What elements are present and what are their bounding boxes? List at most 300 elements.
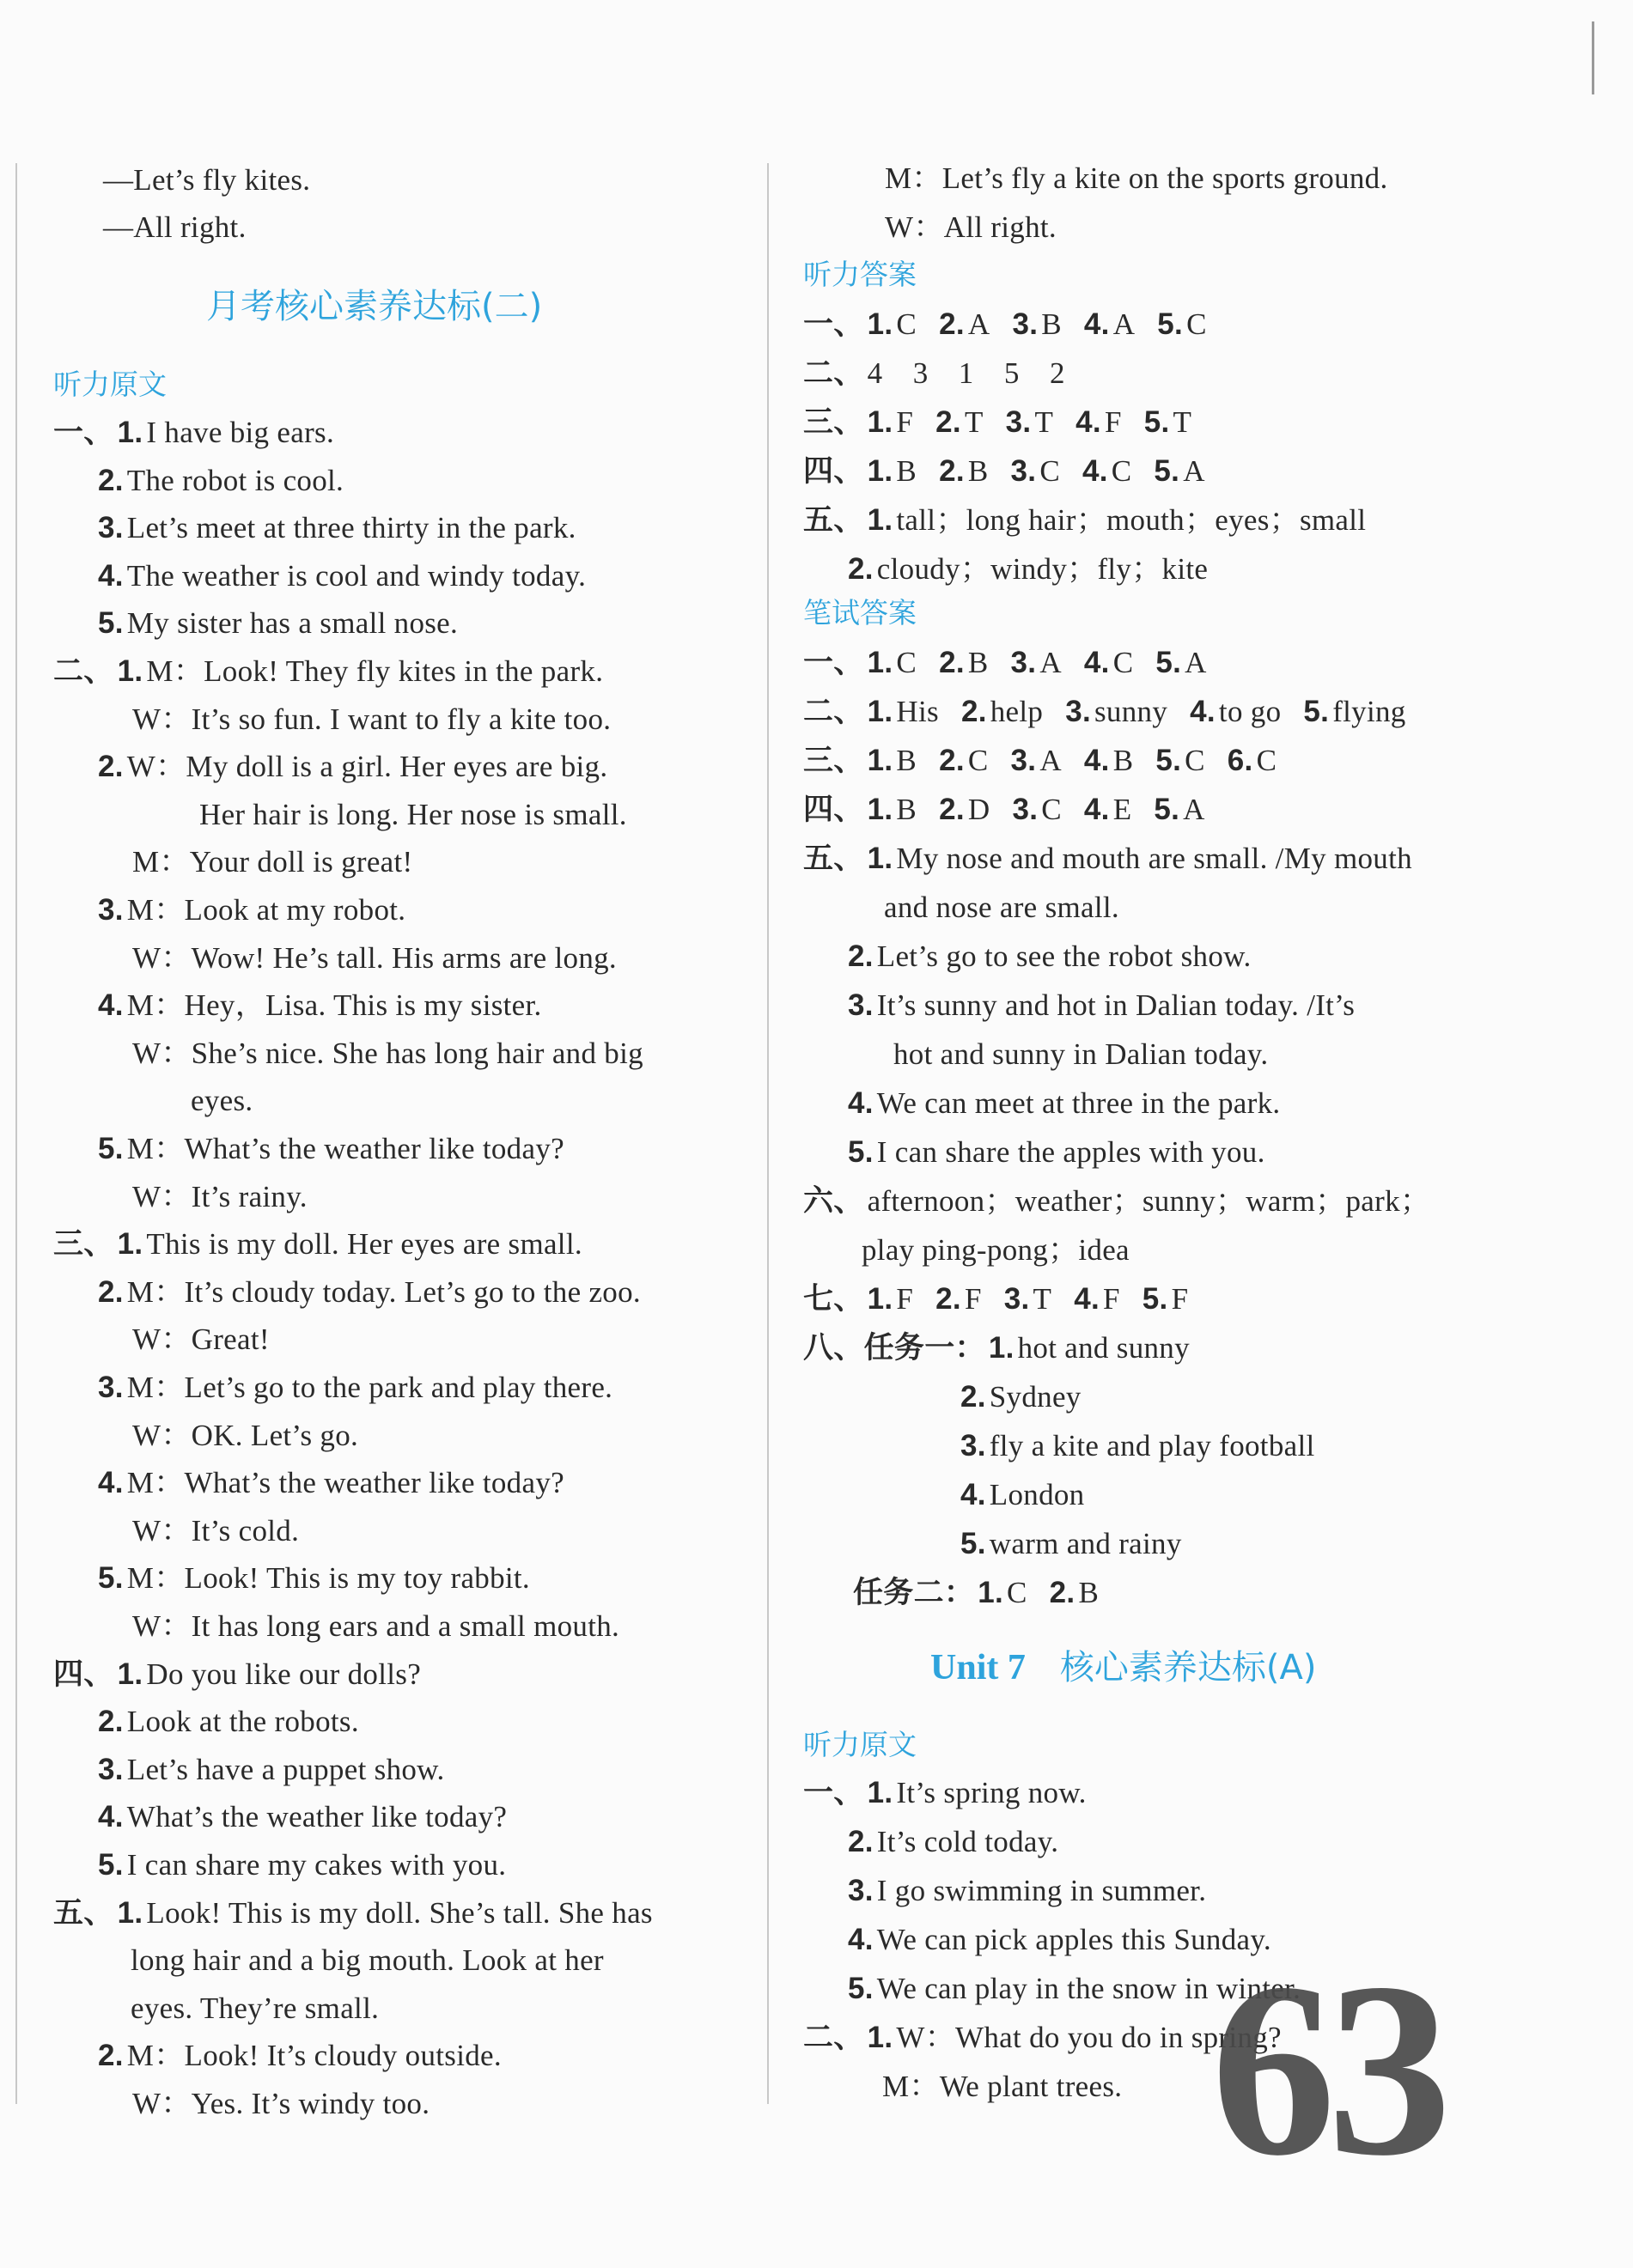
question-part-label: 四、 — [803, 793, 864, 826]
question-part-label: 五、 — [803, 503, 864, 537]
text-line — [98, 982, 542, 1030]
answer-item — [868, 695, 939, 728]
text-line — [98, 2032, 502, 2080]
item-number: 2. — [98, 1274, 124, 1309]
answer-number: 3. — [1003, 1282, 1030, 1316]
line-text: W：Great! — [132, 1322, 270, 1357]
answer-value: D — [967, 793, 990, 826]
answer-number: 4. — [1083, 307, 1110, 341]
answer-line — [803, 835, 1412, 883]
question-part-label: 三、 — [53, 1227, 114, 1262]
answer-value: T — [964, 405, 984, 439]
item-number: 4. — [960, 1478, 986, 1511]
answer-item — [1011, 646, 1062, 679]
item-number: 4. — [848, 1086, 874, 1120]
line-text: Sydney — [989, 1380, 1082, 1414]
question-part-label: 一、 — [803, 1776, 864, 1809]
answer-value: B — [967, 454, 989, 488]
answer-number: 4. — [1083, 646, 1110, 679]
question-part-label: 二、 — [803, 2021, 864, 2054]
text-line — [98, 457, 344, 505]
item-number: 1. — [867, 503, 893, 537]
answer-value: T — [1033, 1282, 1052, 1316]
answer-value: A — [1112, 307, 1136, 341]
text-line — [98, 1793, 507, 1841]
item-number: 4. — [98, 558, 124, 593]
item-number: 2. — [98, 2039, 124, 2073]
answer-item — [935, 1282, 982, 1316]
line-text: play ping-pong；idea — [862, 1233, 1130, 1267]
answer-line — [893, 1031, 1268, 1079]
line-text: W：My doll is a girl. Her eyes are big. — [126, 750, 608, 784]
answer-item — [939, 793, 990, 826]
text-line — [199, 791, 627, 839]
answer-value: C — [1186, 307, 1207, 341]
item-number: 3. — [848, 1874, 874, 1907]
line-text: It’s sunny and hot in Dalian today. /It’s — [876, 988, 1356, 1022]
answer-number: 2. — [1049, 1576, 1075, 1609]
answer-number: 2. — [939, 744, 965, 777]
answer-item — [1084, 793, 1131, 826]
question-part-label: 二、 — [803, 356, 864, 390]
answer-line — [803, 1177, 1430, 1225]
answer-number: 2. — [939, 307, 965, 341]
question-part-label: 三、 — [803, 744, 864, 777]
line-text: M：Hey，Lisa. This is my sister. — [126, 988, 542, 1023]
line-text: The robot is cool. — [126, 463, 344, 497]
answer-item — [868, 1282, 914, 1316]
answer-number: 2. — [935, 405, 961, 439]
text-line — [98, 1746, 445, 1794]
answer-value: T — [1173, 405, 1192, 439]
line-text: Her hair is long. Her nose is small. — [199, 797, 627, 831]
text-line — [98, 743, 607, 791]
answer-line — [848, 933, 1252, 981]
line-text: fly a kite and play football — [989, 1429, 1315, 1462]
line-text: London — [989, 1478, 1085, 1511]
answer-number: 1. — [867, 744, 893, 777]
answer-line — [848, 982, 1355, 1030]
line-text: M：Look at my robot. — [126, 893, 406, 927]
answer-value: C — [1039, 454, 1060, 488]
answer-number: 5. — [1142, 1282, 1168, 1316]
question-part-label: 一、 — [803, 646, 864, 679]
item-number: 1. — [117, 1657, 143, 1691]
item-number: 5. — [98, 606, 124, 641]
answer-value: help — [990, 695, 1044, 728]
answer-item — [1050, 1576, 1099, 1609]
line-text: This is my doll. Her eyes are small. — [146, 1227, 582, 1262]
text-line — [98, 599, 458, 648]
answer-value: C — [1111, 454, 1132, 488]
text-line — [132, 1316, 270, 1364]
answer-value: C — [1041, 793, 1062, 826]
answer-value: C — [1185, 744, 1205, 777]
line-text: M：What’s the weather like today? — [126, 1466, 564, 1500]
question-part-label: 二、 — [803, 695, 864, 728]
answer-number: 5. — [1154, 793, 1180, 826]
question-part-label: 五、 — [53, 1895, 114, 1930]
answer-value: C — [1007, 1576, 1027, 1609]
answer-value: B — [967, 646, 989, 679]
answer-line — [848, 1079, 1280, 1128]
answer-line — [803, 737, 1277, 785]
answer-number: 3. — [1012, 307, 1039, 341]
answer-line — [803, 350, 1065, 398]
answer-item — [1084, 646, 1133, 679]
line-text: It’s cold today. — [876, 1825, 1059, 1858]
answer-line — [803, 447, 1205, 496]
line-text: W：Yes. It’s windy too. — [132, 2087, 430, 2120]
answer-number: 4. — [1074, 1282, 1100, 1316]
answer-line — [803, 496, 1366, 544]
answer-item — [868, 454, 917, 488]
answer-item — [1011, 744, 1062, 777]
text-line — [882, 2063, 1122, 2111]
page-number: 63 — [1211, 1931, 1443, 2207]
item-number: 3. — [960, 1429, 986, 1462]
text-line — [53, 648, 603, 696]
answer-value: B — [1078, 1576, 1100, 1609]
line-text: My nose and mouth are small. /My mouth — [896, 842, 1412, 875]
answer-item — [1154, 793, 1204, 826]
dialogue-line: M：Let’s fly a kite on the sports ground. — [885, 161, 1388, 195]
text-line — [848, 1818, 1058, 1866]
answer-value: A — [1185, 646, 1207, 679]
text-line — [132, 1602, 619, 1651]
answer-number: 5. — [1143, 405, 1170, 439]
text-line — [132, 838, 413, 886]
line-text: M：Look! It’s cloudy outside. — [126, 2039, 502, 2073]
answer-number: 1. — [867, 793, 893, 826]
answer-value: B — [896, 793, 917, 826]
item-number: 5. — [98, 1848, 124, 1882]
answer-item — [868, 307, 917, 341]
line-text: eyes. — [191, 1084, 253, 1118]
line-text: I have big ears. — [146, 416, 334, 449]
line-text: warm and rainy — [989, 1527, 1182, 1560]
question-part-label: 任务二： — [853, 1576, 975, 1609]
text-line — [131, 1985, 379, 2033]
line-text: What’s the weather like today? — [126, 1800, 508, 1834]
item-number: 1. — [867, 2021, 893, 2054]
answer-line — [862, 1226, 1130, 1274]
answer-line — [848, 1128, 1265, 1177]
answer-item — [1154, 454, 1204, 488]
line-text: It’s spring now. — [896, 1776, 1087, 1809]
text-line — [98, 1125, 564, 1173]
answer-number: 2. — [960, 695, 987, 728]
text-line — [132, 1173, 308, 1221]
line-text: W：OK. Let’s go. — [132, 1418, 359, 1452]
line-text: cloudy；windy；fly；kite — [876, 552, 1209, 586]
text-line — [132, 1507, 299, 1555]
text-line — [98, 504, 576, 552]
answer-item — [1065, 695, 1167, 728]
answer-number: 5. — [1155, 744, 1182, 777]
answer-item — [1075, 405, 1122, 439]
answer-value: F — [896, 1282, 914, 1316]
line-text: My sister has a small nose. — [126, 606, 459, 641]
line-text: afternoon；weather；sunny；warm；park； — [867, 1184, 1431, 1218]
question-part-label: 六、 — [803, 1184, 864, 1218]
answer-number: 4. — [1190, 695, 1216, 728]
answer-line — [853, 1569, 1099, 1617]
item-number: 1. — [867, 842, 893, 875]
section-heading: 笔试答案 — [803, 596, 917, 629]
line-text: M：Look! This is my toy rabbit. — [126, 1561, 530, 1596]
answer-item — [1011, 454, 1060, 488]
answer-value: C — [896, 307, 917, 341]
text-line — [848, 1916, 1271, 1964]
text-line — [98, 1364, 612, 1412]
text-line — [53, 1651, 421, 1699]
answer-number: 5. — [1154, 454, 1180, 488]
text-line — [132, 696, 611, 744]
text-line — [98, 1554, 530, 1602]
answer-item — [939, 744, 988, 777]
dialogue-line: —All right. — [103, 210, 247, 244]
dialogue-line: —Let’s fly kites. — [103, 163, 311, 197]
answer-value: B — [896, 744, 917, 777]
text-line — [98, 1698, 359, 1746]
text-line — [98, 1459, 564, 1507]
answer-item — [1228, 744, 1277, 777]
line-text: tall；long hair；mouth；eyes；small — [896, 503, 1367, 537]
answer-value: His — [896, 695, 939, 728]
item-number: 2. — [848, 1825, 874, 1858]
item-number: 3. — [98, 893, 124, 927]
answer-value: T — [1034, 405, 1054, 439]
item-number: 2. — [98, 750, 124, 784]
answer-item — [868, 744, 917, 777]
question-part-label: 一、 — [53, 416, 114, 449]
line-text: W：What do you do in spring? — [896, 2021, 1282, 2054]
item-number: 4. — [98, 1466, 124, 1500]
answer-value: F — [1171, 1282, 1189, 1316]
answer-item — [1155, 744, 1204, 777]
line-text: hot and sunny — [1017, 1331, 1190, 1365]
answer-item — [1074, 1282, 1120, 1316]
item-number: 3. — [98, 1371, 124, 1404]
answer-number: 3. — [1010, 646, 1037, 679]
answer-value: F — [1103, 1282, 1120, 1316]
item-number: 4. — [98, 988, 124, 1023]
item-number: 5. — [960, 1527, 986, 1560]
answer-line — [803, 688, 1406, 736]
answer-line — [848, 545, 1208, 593]
answer-item — [935, 405, 983, 439]
answer-value: to go — [1218, 695, 1282, 728]
answer-line — [960, 1520, 1182, 1568]
text-line — [53, 1220, 582, 1268]
question-part-label: 四、 — [53, 1657, 114, 1691]
item-number: 3. — [848, 988, 874, 1022]
item-number: 2. — [848, 552, 874, 586]
line-text: I can share the apples with you. — [876, 1135, 1265, 1169]
item-number: 2. — [960, 1380, 986, 1414]
answer-item — [1082, 454, 1131, 488]
text-line — [191, 1077, 253, 1125]
answer-value: sunny — [1094, 695, 1168, 728]
text-line — [132, 2080, 430, 2128]
answer-number: 3. — [1065, 695, 1091, 728]
answer-item — [939, 646, 988, 679]
line-text: W：Wow! He’s tall. His arms are long. — [132, 940, 617, 975]
answer-line — [803, 786, 1205, 834]
answer-item — [1142, 1282, 1189, 1316]
line-text: and nose are small. — [884, 891, 1119, 924]
answer-line — [960, 1422, 1315, 1470]
line-text: eyes. They’re small. — [131, 1991, 380, 2025]
answer-item — [961, 695, 1043, 728]
item-number: 5. — [848, 1135, 874, 1169]
question-part-label: 三、 — [803, 405, 864, 439]
answer-number: 1. — [867, 646, 893, 679]
item-number: 1. — [117, 654, 143, 688]
answer-value: B — [896, 454, 917, 488]
answer-item — [1144, 405, 1191, 439]
answer-value: F — [1104, 405, 1122, 439]
line-text: We can play in the snow in winter. — [876, 1972, 1301, 2005]
line-text: Let’s have a puppet show. — [126, 1752, 445, 1786]
line-text: W：It’s rainy. — [132, 1179, 308, 1213]
answer-line — [803, 301, 1207, 349]
line-text: I go swimming in summer. — [876, 1874, 1207, 1907]
answer-number: 1. — [867, 307, 893, 341]
item-number: 5. — [98, 1561, 124, 1596]
text-line — [132, 1030, 643, 1078]
left-margin-rule — [15, 163, 17, 2104]
question-part-label: 七、 — [803, 1282, 864, 1316]
line-text: The weather is cool and windy today. — [126, 558, 587, 593]
line-text: M：What’s the weather like today? — [126, 1132, 564, 1165]
answer-item — [1157, 307, 1206, 341]
answer-value: A — [1183, 454, 1205, 488]
answer-number: 2. — [939, 646, 965, 679]
line-text: We can meet at three in the park. — [876, 1086, 1281, 1120]
item-number: 3. — [98, 1752, 124, 1786]
answer-number: 1. — [867, 1282, 893, 1316]
answer-value: E — [1112, 793, 1132, 826]
answer-number: 6. — [1227, 744, 1253, 777]
line-text: M：Let’s go to the park and play there. — [126, 1371, 613, 1404]
text-line — [53, 409, 334, 457]
answer-value: A — [1039, 744, 1062, 777]
answer-item — [978, 1576, 1027, 1609]
item-number: 3. — [98, 511, 124, 545]
answer-item — [1084, 744, 1133, 777]
answer-item — [868, 646, 917, 679]
answer-value: A — [1039, 646, 1062, 679]
answer-value: C — [896, 646, 917, 679]
question-part-label: 八、任务一： — [803, 1331, 985, 1365]
item-number: 1. — [867, 1776, 893, 1809]
question-part-label: 二、 — [53, 654, 114, 688]
answer-number: 4. — [1083, 793, 1110, 826]
answer-item — [1006, 405, 1053, 439]
answer-number: 5. — [1157, 307, 1184, 341]
answer-number: 5. — [1303, 695, 1330, 728]
answer-item — [1155, 646, 1206, 679]
line-text: M：Your doll is great! — [132, 845, 413, 879]
text-line — [98, 1268, 641, 1316]
line-text: W：She’s nice. She has long hair and big — [132, 1036, 643, 1070]
line-text: long hair and a big mouth. Look at her — [131, 1943, 604, 1978]
text-line — [132, 1412, 358, 1460]
question-part-label: 四、 — [803, 454, 864, 488]
item-number: 1. — [988, 1331, 1015, 1365]
item-number: 2. — [848, 939, 874, 973]
answer-number: 4. — [1082, 454, 1108, 488]
answer-number: 5. — [1155, 646, 1182, 679]
column-divider — [767, 163, 769, 2104]
line-text: Let’s go to see the robot show. — [876, 939, 1252, 973]
answer-number: 3. — [1010, 454, 1037, 488]
answer-item — [1190, 695, 1281, 728]
line-text: M：Look! They fly kites in the park. — [146, 654, 604, 688]
answer-number: 1. — [978, 1576, 1003, 1609]
answer-item — [939, 307, 990, 341]
item-number: 2. — [98, 463, 124, 497]
section-heading: 听力原文 — [53, 368, 167, 401]
answer-value: C — [1256, 744, 1277, 777]
line-text: M：It’s cloudy today. Let’s go to the zoo. — [126, 1274, 641, 1309]
line-text: I can share my cakes with you. — [126, 1848, 507, 1882]
answer-line — [960, 1471, 1084, 1519]
answer-line — [803, 398, 1191, 447]
answer-item — [1012, 793, 1061, 826]
answer-number: 1. — [867, 405, 893, 439]
answer-number: 2. — [939, 793, 965, 826]
unit-title — [930, 1642, 1316, 1693]
item-number: 1. — [117, 1227, 143, 1262]
text-line — [803, 2014, 1282, 2062]
answer-number: 4. — [1075, 405, 1101, 439]
answer-value: B — [1112, 744, 1134, 777]
answer-line — [803, 639, 1207, 687]
line-text: W：It has long ears and a small mouth. — [132, 1609, 620, 1643]
right-edge-mark — [1592, 21, 1594, 94]
line-text: W：It’s cold. — [132, 1513, 300, 1547]
unit-title-text: 核心素养达标(A) — [1025, 1648, 1317, 1687]
dialogue-line: W：All right. — [885, 210, 1057, 244]
answer-value: F — [964, 1282, 982, 1316]
answer-number: 2. — [939, 454, 965, 488]
line-text: Let’s meet at three thirty in the park. — [126, 511, 576, 545]
answer-item — [1084, 307, 1135, 341]
line-text: We can pick apples this Sunday. — [876, 1923, 1271, 1956]
answer-item — [868, 405, 914, 439]
text-line — [803, 1769, 1087, 1817]
item-number: 2. — [98, 1705, 124, 1739]
question-part-label: 五、 — [803, 842, 864, 875]
section-heading: 听力原文 — [803, 1728, 917, 1761]
answer-number: 4. — [1083, 744, 1110, 777]
item-number: 5. — [848, 1972, 874, 2005]
answer-number: 2. — [935, 1282, 961, 1316]
question-part-label: 一、 — [803, 307, 864, 341]
answer-item — [1012, 307, 1061, 341]
unit-title-number: Unit 7 — [930, 1648, 1026, 1687]
answer-value: B — [1041, 307, 1062, 341]
line-text: Look! This is my doll. She’s tall. She has — [146, 1895, 653, 1930]
section-heading: 听力答案 — [803, 258, 917, 291]
line-text: M：We plant trees. — [882, 2070, 1123, 2103]
answer-value: A — [1183, 793, 1205, 826]
answer-number: 1. — [867, 695, 893, 728]
line-text: Look at the robots. — [126, 1705, 359, 1739]
